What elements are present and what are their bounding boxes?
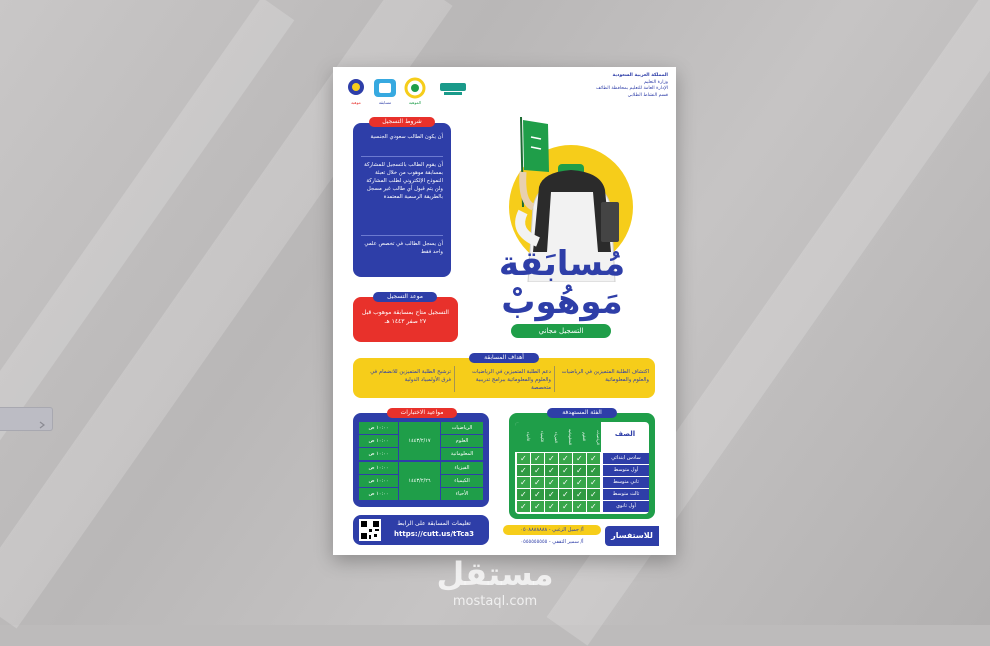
goal-item: اكتشاف الطلبة المتميزين في الرياضيات والعلوم والمعلوماتية <box>561 369 649 383</box>
check-cell <box>517 465 530 476</box>
row-label: أول ثانوي <box>603 501 649 512</box>
checkmark-icon: ✓ <box>548 466 555 475</box>
time-label: ١٠:٠٠ ص <box>368 478 389 484</box>
check-cell <box>517 453 530 464</box>
check-cell <box>517 477 530 488</box>
divider <box>361 235 443 236</box>
time-cell <box>359 422 398 434</box>
link-url[interactable]: https://cutt.us/tTca3 <box>394 530 474 538</box>
checkmark-icon: ✓ <box>534 502 541 511</box>
column-header: العلوم <box>582 432 586 442</box>
competition-title <box>463 245 661 321</box>
subject-cell <box>441 488 483 500</box>
check-cell <box>573 501 586 512</box>
check-cell <box>517 501 530 512</box>
checkmark-icon: ✓ <box>548 478 555 487</box>
target-table <box>515 422 649 514</box>
logo-label: الموهبة <box>408 100 422 105</box>
row-label: ثاني متوسط <box>603 477 649 488</box>
check-cell <box>573 465 586 476</box>
time-label: ١٠:٠٠ ص <box>368 491 389 497</box>
row-label: أول متوسط <box>603 465 649 476</box>
registration-conditions-title: شروط التسجيل <box>369 117 435 127</box>
checkmark-icon: ✓ <box>576 502 583 511</box>
column-header: الفيزياء <box>554 431 558 443</box>
qr-code-icon <box>359 519 381 541</box>
condition-text: أن يقوم الطالب بالتسجيل للمشاركة بمسابقة موهوب من خلال تعبئة النموذج الإلكتروني لطلب المشاركة ولن يتم قبول أي طالب غير مسجل بالطريقة الرسمية المعتمدة <box>364 162 443 200</box>
exam-dates-box <box>353 409 489 507</box>
check-cell <box>545 465 558 476</box>
checkmark-icon: ✓ <box>520 454 527 463</box>
condition-item <box>361 133 443 141</box>
checkmark-icon: ✓ <box>520 502 527 511</box>
checkmark-icon: ✓ <box>534 478 541 487</box>
subject-label: الرياضيات <box>451 425 473 431</box>
time-label: ١٠:٠٠ ص <box>368 451 389 457</box>
contact-person: أ/ جميل الزغبي - ٠٥٠٨٨٨٨٨٨٨ <box>503 525 601 535</box>
checkmark-icon: ✓ <box>562 502 569 511</box>
check-cell <box>559 453 572 464</box>
checkmark-icon: ✓ <box>562 490 569 499</box>
checkmark-icon: ✓ <box>534 466 541 475</box>
subject-cell <box>441 462 483 474</box>
check-cell <box>587 465 600 476</box>
competition-logo-icon <box>372 77 398 99</box>
link-instructions: تعليمات المسابقة على الرابط <box>397 520 471 527</box>
checkmark-icon: ✓ <box>590 466 597 475</box>
check-cell <box>559 477 572 488</box>
subject-label: الفيزياء <box>454 465 470 471</box>
grade-header: الصف <box>614 430 636 438</box>
checkmark-icon: ✓ <box>562 478 569 487</box>
time-cell <box>359 448 398 460</box>
checkmark-icon: ✓ <box>576 478 583 487</box>
checkmark-icon: ✓ <box>590 490 597 499</box>
ministry-logo-icon <box>438 79 468 97</box>
condition-item <box>361 240 443 256</box>
divider <box>454 366 455 392</box>
column-header: الرياضيات <box>596 429 600 445</box>
check-cell <box>587 453 600 464</box>
subject-cell <box>441 475 483 487</box>
column-header: الكيمياء <box>540 431 544 443</box>
exam-dates-title: مواعيد الاختبارات <box>387 408 457 418</box>
goal-item: دعم الطلبة المتميزين في الرياضيات والعلوم والمعلوماتية ببرامج تدريبية متخصصة <box>472 369 551 391</box>
check-cell <box>545 453 558 464</box>
checkmark-icon: ✓ <box>590 478 597 487</box>
registration-date-box <box>353 293 458 342</box>
time-cell <box>359 488 398 500</box>
link-box <box>353 515 489 545</box>
goal-item: ترشيح الطلبة المتميزين للانضمام في فرق الأولمبياد الدولية <box>370 369 451 383</box>
subject-label: العلوم <box>455 438 469 444</box>
date-label: ١٤٤٣/٢/١٧ <box>408 438 431 444</box>
time-cell <box>359 435 398 447</box>
subject-cell <box>441 422 483 434</box>
row-label: سادس ابتدائي <box>603 453 649 464</box>
checkmark-icon: ✓ <box>520 490 527 499</box>
contact-person: أ/ سمير الثقفي - ٠٥٥٥٥٥٥٥٥٥ <box>520 539 584 545</box>
registration-date-text: التسجيل متاح بمسابقة موهوب قبل ٢٧ صفر ١٤٤٣ هـ <box>362 309 449 325</box>
check-cell <box>559 489 572 500</box>
time-cell <box>359 462 398 474</box>
check-cell <box>573 453 586 464</box>
condition-item <box>361 161 443 201</box>
title-line-2: مَوهُوبْ <box>501 282 623 322</box>
subject-label: المعلوماتية <box>450 451 474 457</box>
ministry-line: وزارة التعليم <box>643 79 668 85</box>
checkmark-icon: ✓ <box>576 490 583 499</box>
mawhiba-logo-icon <box>345 77 367 99</box>
time-cell <box>359 475 398 487</box>
check-cell <box>531 465 544 476</box>
ministry-line: المملكة العربية السعودية <box>612 73 668 78</box>
checkmark-icon: ✓ <box>576 454 583 463</box>
time-label: ١٠:٠٠ ص <box>368 465 389 471</box>
poster <box>333 67 676 555</box>
checkmark-icon: ✓ <box>548 502 555 511</box>
condition-text: أن يكون الطالب سعودي الجنسية <box>370 134 443 140</box>
logo-label: مسابقة <box>378 100 392 105</box>
contact-label: للاستفسار <box>605 526 659 546</box>
check-cell <box>587 477 600 488</box>
check-cell <box>531 477 544 488</box>
check-cell <box>587 489 600 500</box>
date-cell <box>399 462 440 500</box>
free-registration-badge: التسجيل مجاني <box>511 324 611 338</box>
target-group-title: الفئة المستهدفة <box>547 408 617 418</box>
goals-title: أهداف المسابقة <box>469 353 539 363</box>
date-cell <box>399 422 440 460</box>
check-cell <box>559 465 572 476</box>
column-header: المعلوماتية <box>568 429 572 445</box>
talent-logo-icon <box>403 77 427 99</box>
divider <box>554 366 555 392</box>
check-cell <box>545 477 558 488</box>
subject-cell <box>441 448 483 460</box>
check-cell <box>545 501 558 512</box>
target-group-box <box>509 409 655 519</box>
check-cell <box>517 489 530 500</box>
check-cell <box>531 489 544 500</box>
divider <box>361 156 443 157</box>
checkmark-icon: ✓ <box>520 478 527 487</box>
check-cell <box>545 489 558 500</box>
checkmark-icon: ✓ <box>534 454 541 463</box>
check-cell <box>573 489 586 500</box>
checkmark-icon: ✓ <box>534 490 541 499</box>
checkmark-icon: ✓ <box>590 454 597 463</box>
registration-conditions-box <box>353 118 451 277</box>
watermark-brand: مستقل <box>436 555 554 593</box>
partner-logos <box>345 77 430 107</box>
exam-table <box>359 422 483 502</box>
title-line-1: مُسابَقة <box>498 244 626 284</box>
chevron-right-icon <box>38 414 46 422</box>
checkmark-icon: ✓ <box>590 502 597 511</box>
time-label: ١٠:٠٠ ص <box>368 425 389 431</box>
date-label: ١٤٤٣/٢/٢٦ <box>408 478 431 484</box>
time-label: ١٠:٠٠ ص <box>368 438 389 444</box>
registration-date-title: موعد التسجيل <box>373 292 437 302</box>
subject-cell <box>441 435 483 447</box>
logo-label: موهبة <box>351 100 361 105</box>
ministry-header <box>558 73 668 99</box>
checkmark-icon: ✓ <box>562 466 569 475</box>
check-cell <box>531 501 544 512</box>
column-header: الأحياء <box>526 432 530 442</box>
ministry-line: قسم النشاط الطلابي <box>627 92 668 98</box>
condition-text: أن يسجل الطالب في تخصص علمي واحد فقط <box>364 241 443 255</box>
check-grid <box>515 453 601 512</box>
check-cell <box>573 477 586 488</box>
checkmark-icon: ✓ <box>520 466 527 475</box>
watermark-domain: mostaql.com <box>452 594 538 609</box>
subject-label: الكيمياء <box>454 478 470 484</box>
row-label: ثالث متوسط <box>603 489 649 500</box>
checkmark-icon: ✓ <box>576 466 583 475</box>
check-cell <box>587 501 600 512</box>
check-cell <box>559 501 572 512</box>
side-tab[interactable] <box>0 407 53 431</box>
checkmark-icon: ✓ <box>548 490 555 499</box>
ministry-line: الإدارة العامة للتعليم بمحافظة الطائف <box>596 86 668 91</box>
checkmark-icon: ✓ <box>562 454 569 463</box>
subject-label: الأحياء <box>455 491 469 497</box>
checkmark-icon: ✓ <box>548 454 555 463</box>
goals-box <box>353 354 655 398</box>
check-cell <box>531 453 544 464</box>
